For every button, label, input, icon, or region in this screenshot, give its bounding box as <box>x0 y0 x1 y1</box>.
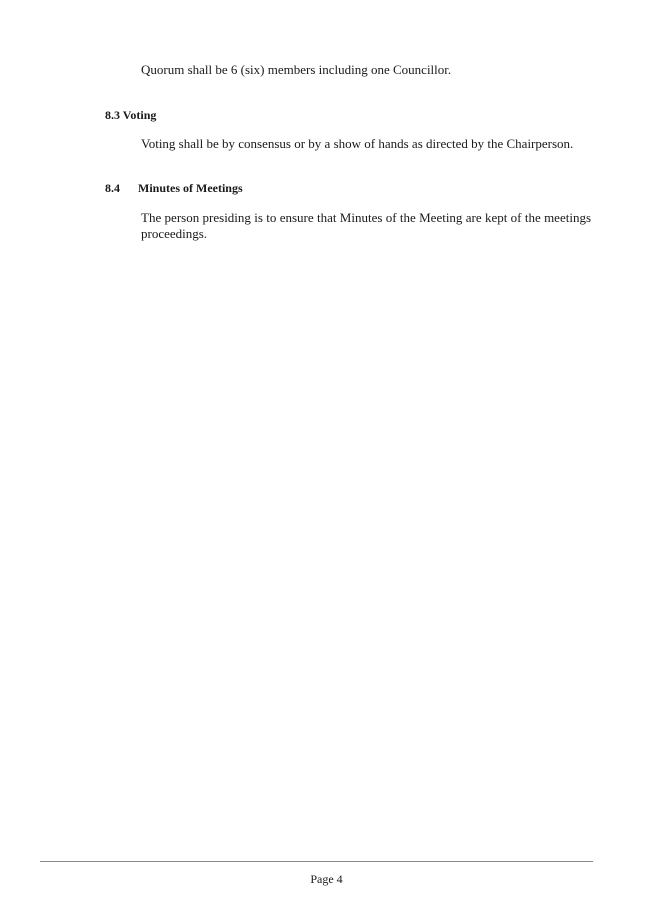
section-heading-voting <box>105 108 156 123</box>
minutes-paragraph: The person presiding is to ensure that Minutes of the Meeting are kept of the meetings proceedings. <box>141 210 591 241</box>
section-title: Voting <box>122 108 157 122</box>
quorum-paragraph: Quorum shall be 6 (six) members including one Councillor. <box>141 62 452 77</box>
section-number: 8.4 <box>105 181 120 195</box>
footer-divider <box>40 861 593 862</box>
section-number: 8.3 <box>105 108 120 122</box>
section-heading-minutes <box>105 181 243 196</box>
page-number: Page 4 <box>310 872 343 886</box>
voting-paragraph: Voting shall be by consensus or by a show of hands as directed by the Chairperson. <box>141 136 574 151</box>
section-title: Minutes of Meetings <box>138 181 243 195</box>
